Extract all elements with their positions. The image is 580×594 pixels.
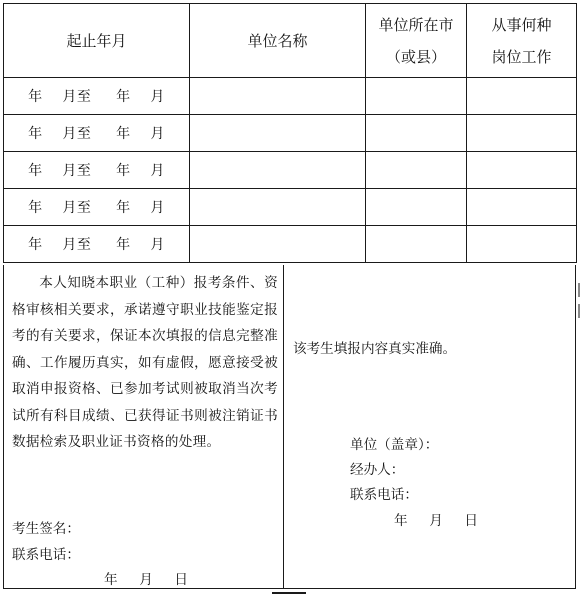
candidate-signature-label[interactable]: 考生签名： [12, 521, 80, 537]
table-header-row [4, 4, 577, 78]
position-cell[interactable] [467, 115, 577, 152]
city-cell[interactable] [366, 78, 467, 115]
table-row [4, 115, 577, 152]
header-unit-name: 单位名称 [190, 4, 366, 78]
table-row [4, 152, 577, 189]
handler-label[interactable]: 经办人： [350, 462, 405, 478]
table-row [4, 226, 577, 263]
unit-cell[interactable] [190, 152, 366, 189]
unit-cell[interactable] [190, 189, 366, 226]
verification-statement: 该考生填报内容真实准确。 [293, 341, 457, 357]
table-row [4, 189, 577, 226]
unit-phone-label[interactable]: 联系电话： [350, 487, 418, 503]
city-cell[interactable] [366, 226, 467, 263]
work-history-table [3, 3, 577, 263]
unit-date[interactable]: 年 月 日 [394, 513, 478, 529]
header-position-line1: 从事何种 [491, 15, 552, 34]
candidate-declaration [12, 270, 278, 456]
declaration-section [3, 265, 576, 589]
period-cell[interactable]: 年 月至 年 月 [4, 226, 190, 263]
position-cell[interactable] [467, 226, 577, 263]
unit-seal-label[interactable]: 单位（盖章）： [350, 437, 439, 453]
position-cell[interactable] [467, 78, 577, 115]
header-city-line2: （或县） [385, 47, 446, 66]
unit-cell[interactable] [190, 78, 366, 115]
period-cell[interactable]: 年 月至 年 月 [4, 189, 190, 226]
period-cell[interactable]: 年 月至 年 月 [4, 115, 190, 152]
form-page [3, 3, 576, 589]
period-cell[interactable]: 年 月至 年 月 [4, 78, 190, 115]
city-cell[interactable] [366, 152, 467, 189]
candidate-date[interactable]: 年 月 日 [104, 572, 188, 588]
header-city [366, 4, 467, 78]
table-row [4, 78, 577, 115]
unit-cell[interactable] [190, 226, 366, 263]
period-cell[interactable]: 年 月至 年 月 [4, 152, 190, 189]
city-cell[interactable] [366, 189, 467, 226]
unit-cell[interactable] [190, 115, 366, 152]
declaration-text: 本人知晓本职业（工种）报考条件、资格审核相关要求，承诺遵守职业技能鉴定报考的有关要求，保证本次填报的信息完整准确、工作履历真实，如有虚假，愿意接受被取消申报资格、已参加考试则被取消当次考试所有科目成绩、已获得证书则被注销证书数据检索及职业证书资格的处理。 [12, 275, 278, 450]
candidate-phone-label[interactable]: 联系电话： [12, 547, 80, 563]
header-city-line1: 单位所在市 [378, 15, 454, 34]
header-position [467, 4, 577, 78]
header-position-line2: 岗位工作 [491, 47, 552, 66]
position-cell[interactable] [467, 152, 577, 189]
section-divider [283, 265, 284, 588]
city-cell[interactable] [366, 115, 467, 152]
position-cell[interactable] [467, 189, 577, 226]
header-period: 起止年月 [4, 4, 190, 78]
